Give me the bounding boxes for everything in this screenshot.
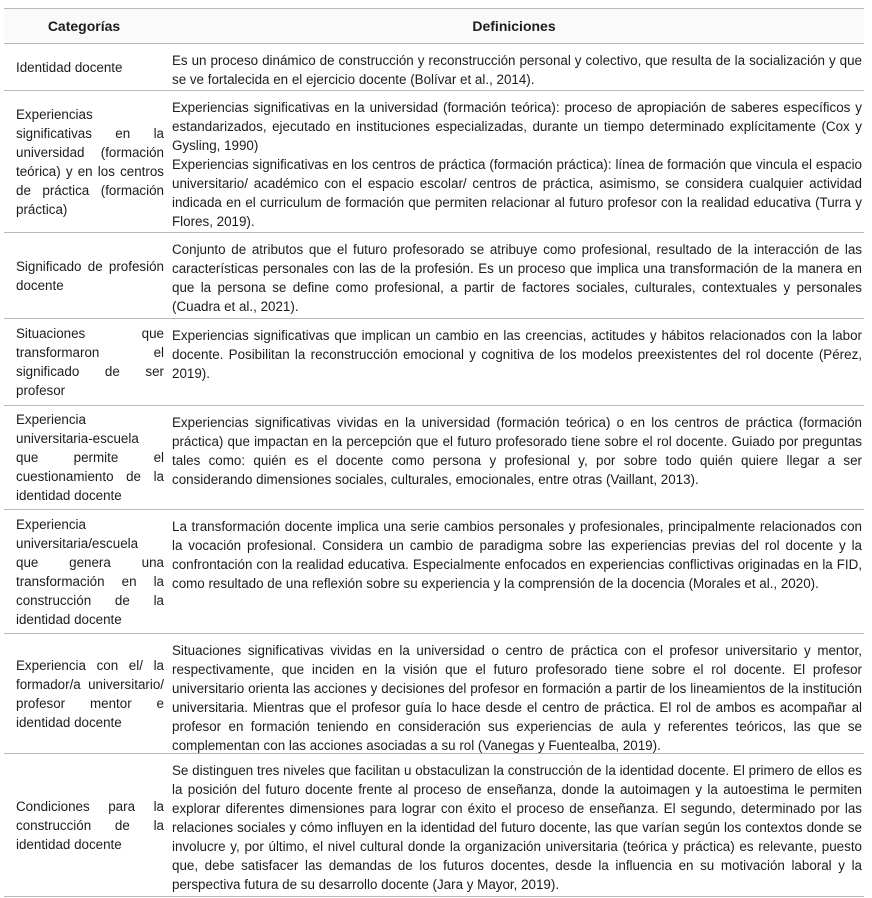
category-cell — [16, 233, 164, 318]
definition-cell — [172, 406, 862, 509]
category-text: Identidad docente — [16, 59, 123, 75]
definition-text: Se distinguen tres niveles que facilitan u obstaculizan la construcción de la identidad docente. El primero de ellos es la posición del futuro docente frente al proceso de enseñanza, donde la autoimagen y la autoestima le permiten explorar diferentes dimensiones para lograr con éxito el proceso de enseñanza. El segundo, determinado por las relaciones sociales y cómo influyen en la identidad del futuro docente, las que varían según los contextos donde se involucre y, por último, el nivel cultural donde la organización universitaria (teórica y práctica) es relevante, puesto que, debe satisfacer las demandas de los futuros docentes, desde la influencia en su motivación laboral y la perspectiva futura de su desarrollo docente (Jara y Mayor, 2019). — [172, 763, 862, 892]
definition-text: La transformación docente implica una serie cambios personales y profesionales, principalmente relacionados con la vocación profesional. Considera un cambio de paradigma sobre las experiencias previas del rol docente y la confrontación con la realidad educativa. Especialmente enfocados en experiencias conflictivas originadas en la FID, como resultado de una reflexión sobre su experiencia y la comprensión de la docencia (Morales et al., 2020). — [172, 519, 862, 591]
table-row — [4, 510, 864, 634]
category-text: Significado de profesión docente — [16, 258, 164, 293]
definition-cell — [172, 44, 862, 90]
category-cell — [16, 44, 164, 90]
header-categories: Categorías — [47, 18, 121, 34]
definition-cell — [172, 91, 862, 232]
definition-cell — [172, 634, 862, 753]
definition-text: Experiencias significativas en los centros de práctica (formación práctica): línea de formación que vincula el espacio universitario/ académico con el espacio escolar/ centros de práctica, asimismo, se considera cualquier actividad indicada en el curriculum de formación que permiten relacionar al futuro profesor con la realidad educativa (Turra y Flores, 2019). — [172, 157, 862, 229]
table-row — [4, 406, 864, 510]
category-text: Experiencia universitaria-escuela que permite el cuestionamiento de la identidad docente — [16, 412, 164, 503]
table-row — [4, 44, 864, 91]
table-row — [4, 233, 864, 319]
definition-text: Experiencias significativas vividas en la universidad (formación teórica) o en los centros de práctica (formación práctica) que impactan en la percepción que el futuro profesorado tiene sobre el rol docente. Guiado por preguntas tales como: quién es el docente como persona y profesional y, por sobre todo quién quiere llegar a ser considerando dimensiones sociales, culturales, emocionales, entre otras (Vaillant, 2013). — [172, 415, 862, 487]
category-text: Experiencia con el/ la formador/a universitario/ profesor mentor e identidad docente — [16, 657, 164, 730]
category-cell — [16, 754, 164, 896]
table-row — [4, 319, 864, 406]
category-cell — [16, 319, 164, 405]
definition-cell — [172, 319, 862, 405]
header-definitions: Definiciones — [472, 18, 556, 34]
table-row — [4, 634, 864, 754]
table-row — [4, 754, 864, 897]
definitions-table — [4, 8, 864, 897]
category-cell — [16, 510, 164, 633]
definition-text: Experiencias significativas en la universidad (formación teórica): proceso de apropiación de saberes específicos y estandarizados, ejecutado en instituciones especializadas, durante un tiempo determinado explícitamente (Cox y Gysling, 1990) — [172, 100, 862, 153]
category-cell — [16, 406, 164, 509]
table-header — [4, 8, 864, 44]
definition-text: Conjunto de atributos que el futuro profesorado se atribuye como profesional, resultado de la interacción de las características personales con las de la profesión. Es un proceso que implica una transformación de la manera en que la persona se define como profesional, a partir de factores sociales, culturales, contextuales y personales (Cuadra et al., 2021). — [172, 242, 862, 314]
definition-text: Es un proceso dinámico de construcción y reconstrucción personal y colectivo, que resulta de la socialización y que se ve fortalecida en el ejercicio docente (Bolívar et al., 2014). — [172, 53, 862, 87]
category-text: Condiciones para la construcción de la identidad docente — [16, 798, 164, 852]
category-cell — [16, 91, 164, 232]
definition-text: Situaciones significativas vividas en la universidad o centro de práctica con el profesor universitario y mentor, respectivamente, que inciden en la visión que el futuro profesorado tiene sobre el rol docente. El profesor universitario orienta las acciones y decisiones del profesor en formación a partir de los lineamientos de la institución universitaria. Mientras que el profesor guía lo hace desde el centro de práctica. El rol de ambos es acompañar al profesor en formación teniendo en consideración sus experiencias de aula y referentes teóricos, las que se complementan con las acciones asociadas a su rol (Vanegas y Fuentealba, 2019). — [172, 643, 862, 753]
category-text: Experiencias significativas en la universidad (formación teórica) y en los centros de práctica (formación práctica) — [16, 106, 164, 217]
definition-cell — [172, 510, 862, 633]
category-text: Experiencia universitaria/escuela que genera una transformación en la construcción de la identidad docente — [16, 516, 164, 627]
category-cell — [16, 634, 164, 753]
definition-cell — [172, 233, 862, 318]
definition-cell — [172, 754, 862, 896]
category-text: Situaciones que transformaron el significado de ser profesor — [16, 326, 164, 398]
table-row — [4, 91, 864, 233]
definition-text: Experiencias significativas que implican un cambio en las creencias, actitudes y hábitos relacionados con la labor docente. Posibilitan la reconstrucción emocional y cognitiva de los modelos preexistentes del rol docente (Pérez, 2019). — [172, 328, 862, 381]
